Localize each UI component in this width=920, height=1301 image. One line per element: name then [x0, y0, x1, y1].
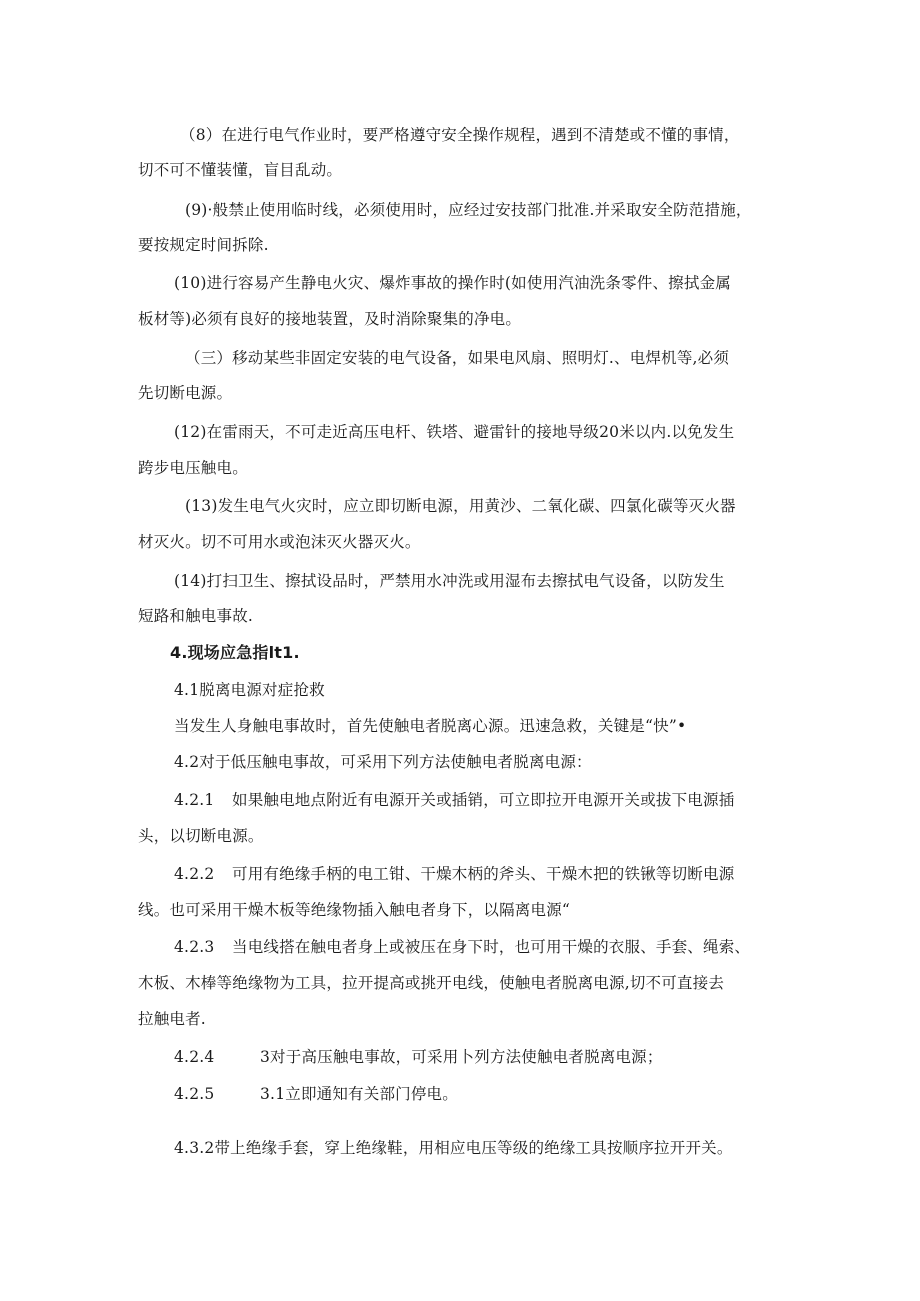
item-12-line-2: 跨步电压触电。	[138, 459, 248, 477]
item-4-2-2-number: 4.2.2	[174, 865, 215, 883]
item-13-line-2: 材灭火。切不可用水或泡沫灭火器灭火。	[138, 533, 421, 551]
item-4-2-3-line-2: 木板、木棒等绝缘物为工具，拉开提高或挑开电线，使触电者脱离电源,切不可直接去	[138, 974, 725, 992]
item-4-2-5	[174, 1084, 458, 1104]
item-4-2-2-line-1	[174, 864, 734, 884]
item-4-2-2-text: 可用有绝缘手柄的电工钳、干燥木柄的斧头、干燥木把的铁锹等切断电源	[232, 865, 735, 883]
item-11-line-1: （三）移动某些非固定安装的电气设备，如果电风扇、照明灯.、电焊机等,必须	[185, 349, 730, 367]
item-4-2-4-text: 3对于高压触电事故，可采用卜列方法使触电者脱离电源；	[260, 1048, 663, 1066]
item-4-2-2-line-2: 线。也可采用干燥木板等绝缘物插入触电者身下，以隔离电源“	[138, 901, 571, 919]
item-9-line-2: 要按规定时间拆除.	[138, 236, 269, 254]
item-4-3-2: 4.3.2带上绝缘手套，穿上绝缘鞋，用相应电压等级的绝缘工具按顺序拉开开关。	[174, 1139, 733, 1157]
item-4-2-3-line-3: 拉触电者.	[138, 1010, 206, 1028]
paragraph-4-1: 当发生人身触电事故时，首先使触电者脱离心源。迅速急救，关键是“快”•	[174, 717, 687, 735]
item-4-2-1-line-1	[174, 790, 734, 810]
item-4-2-4-number: 4.2.4	[174, 1048, 215, 1066]
item-4-2-1-number: 4.2.1	[174, 791, 215, 809]
item-8-line-1: （8）在进行电气作业时，要严格遵守安全操作规程，遇到不清楚或不懂的事情，	[180, 126, 740, 144]
item-11-line-2: 先切断电源。	[138, 384, 233, 402]
item-9-line-1: (9)·般禁止使用临时线，必须使用时，应经过安技部门批准.并采取安全防范措施，	[185, 201, 752, 219]
item-4-2-3-line-1	[174, 937, 750, 957]
item-4-2-1-text: 如果触电地点附近有电源开关或插销，可立即拉开电源开关或拔下电源插	[232, 791, 735, 809]
item-14-line-2: 短路和触电事故.	[138, 607, 254, 625]
item-4-2-5-number: 4.2.5	[174, 1085, 215, 1103]
item-4-2-5-text: 3.1立即通知有关部门停电。	[260, 1085, 458, 1103]
subheading-4-1: 4.1脱离电源对症抢救	[174, 681, 325, 699]
section-heading: 4.现场应急指lt1.	[170, 643, 300, 662]
item-13-line-1: (13)发生电气火灾时，应立即切断电源，用黄沙、二氧化碳、四氯化碳等灭火器	[185, 497, 736, 515]
item-4-2-4	[174, 1047, 663, 1067]
item-10-line-2: 板材等)必须有良好的接地装置，及时消除聚集的净电。	[138, 310, 522, 328]
item-4-2-1-line-2: 头，以切断电源。	[138, 827, 264, 845]
item-10-line-1: (10)进行容易产生静电火灾、爆炸事故的操作时(如使用汽油洗条零件、擦拭金属	[174, 274, 731, 292]
item-12-line-1: (12)在雷雨天，不可走近高压电杆、铁塔、避雷针的接地导级20米以内.以免发生	[174, 423, 735, 441]
item-4-2-3-text: 当电线搭在触电者身上或被压在身下时，也可用干燥的衣服、手套、绳索、	[232, 938, 751, 956]
item-14-line-1: (14)打扫卫生、擦拭设品时，严禁用水冲洗或用湿布去擦拭电气设备，以防发生	[174, 572, 725, 590]
subheading-4-2: 4.2对于低压触电事故，可采用下列方法使触电者脱离电源：	[174, 753, 592, 771]
item-8-line-2: 切不可不懂装懂，盲目乱动。	[138, 161, 343, 179]
item-4-2-3-number: 4.2.3	[174, 938, 215, 956]
